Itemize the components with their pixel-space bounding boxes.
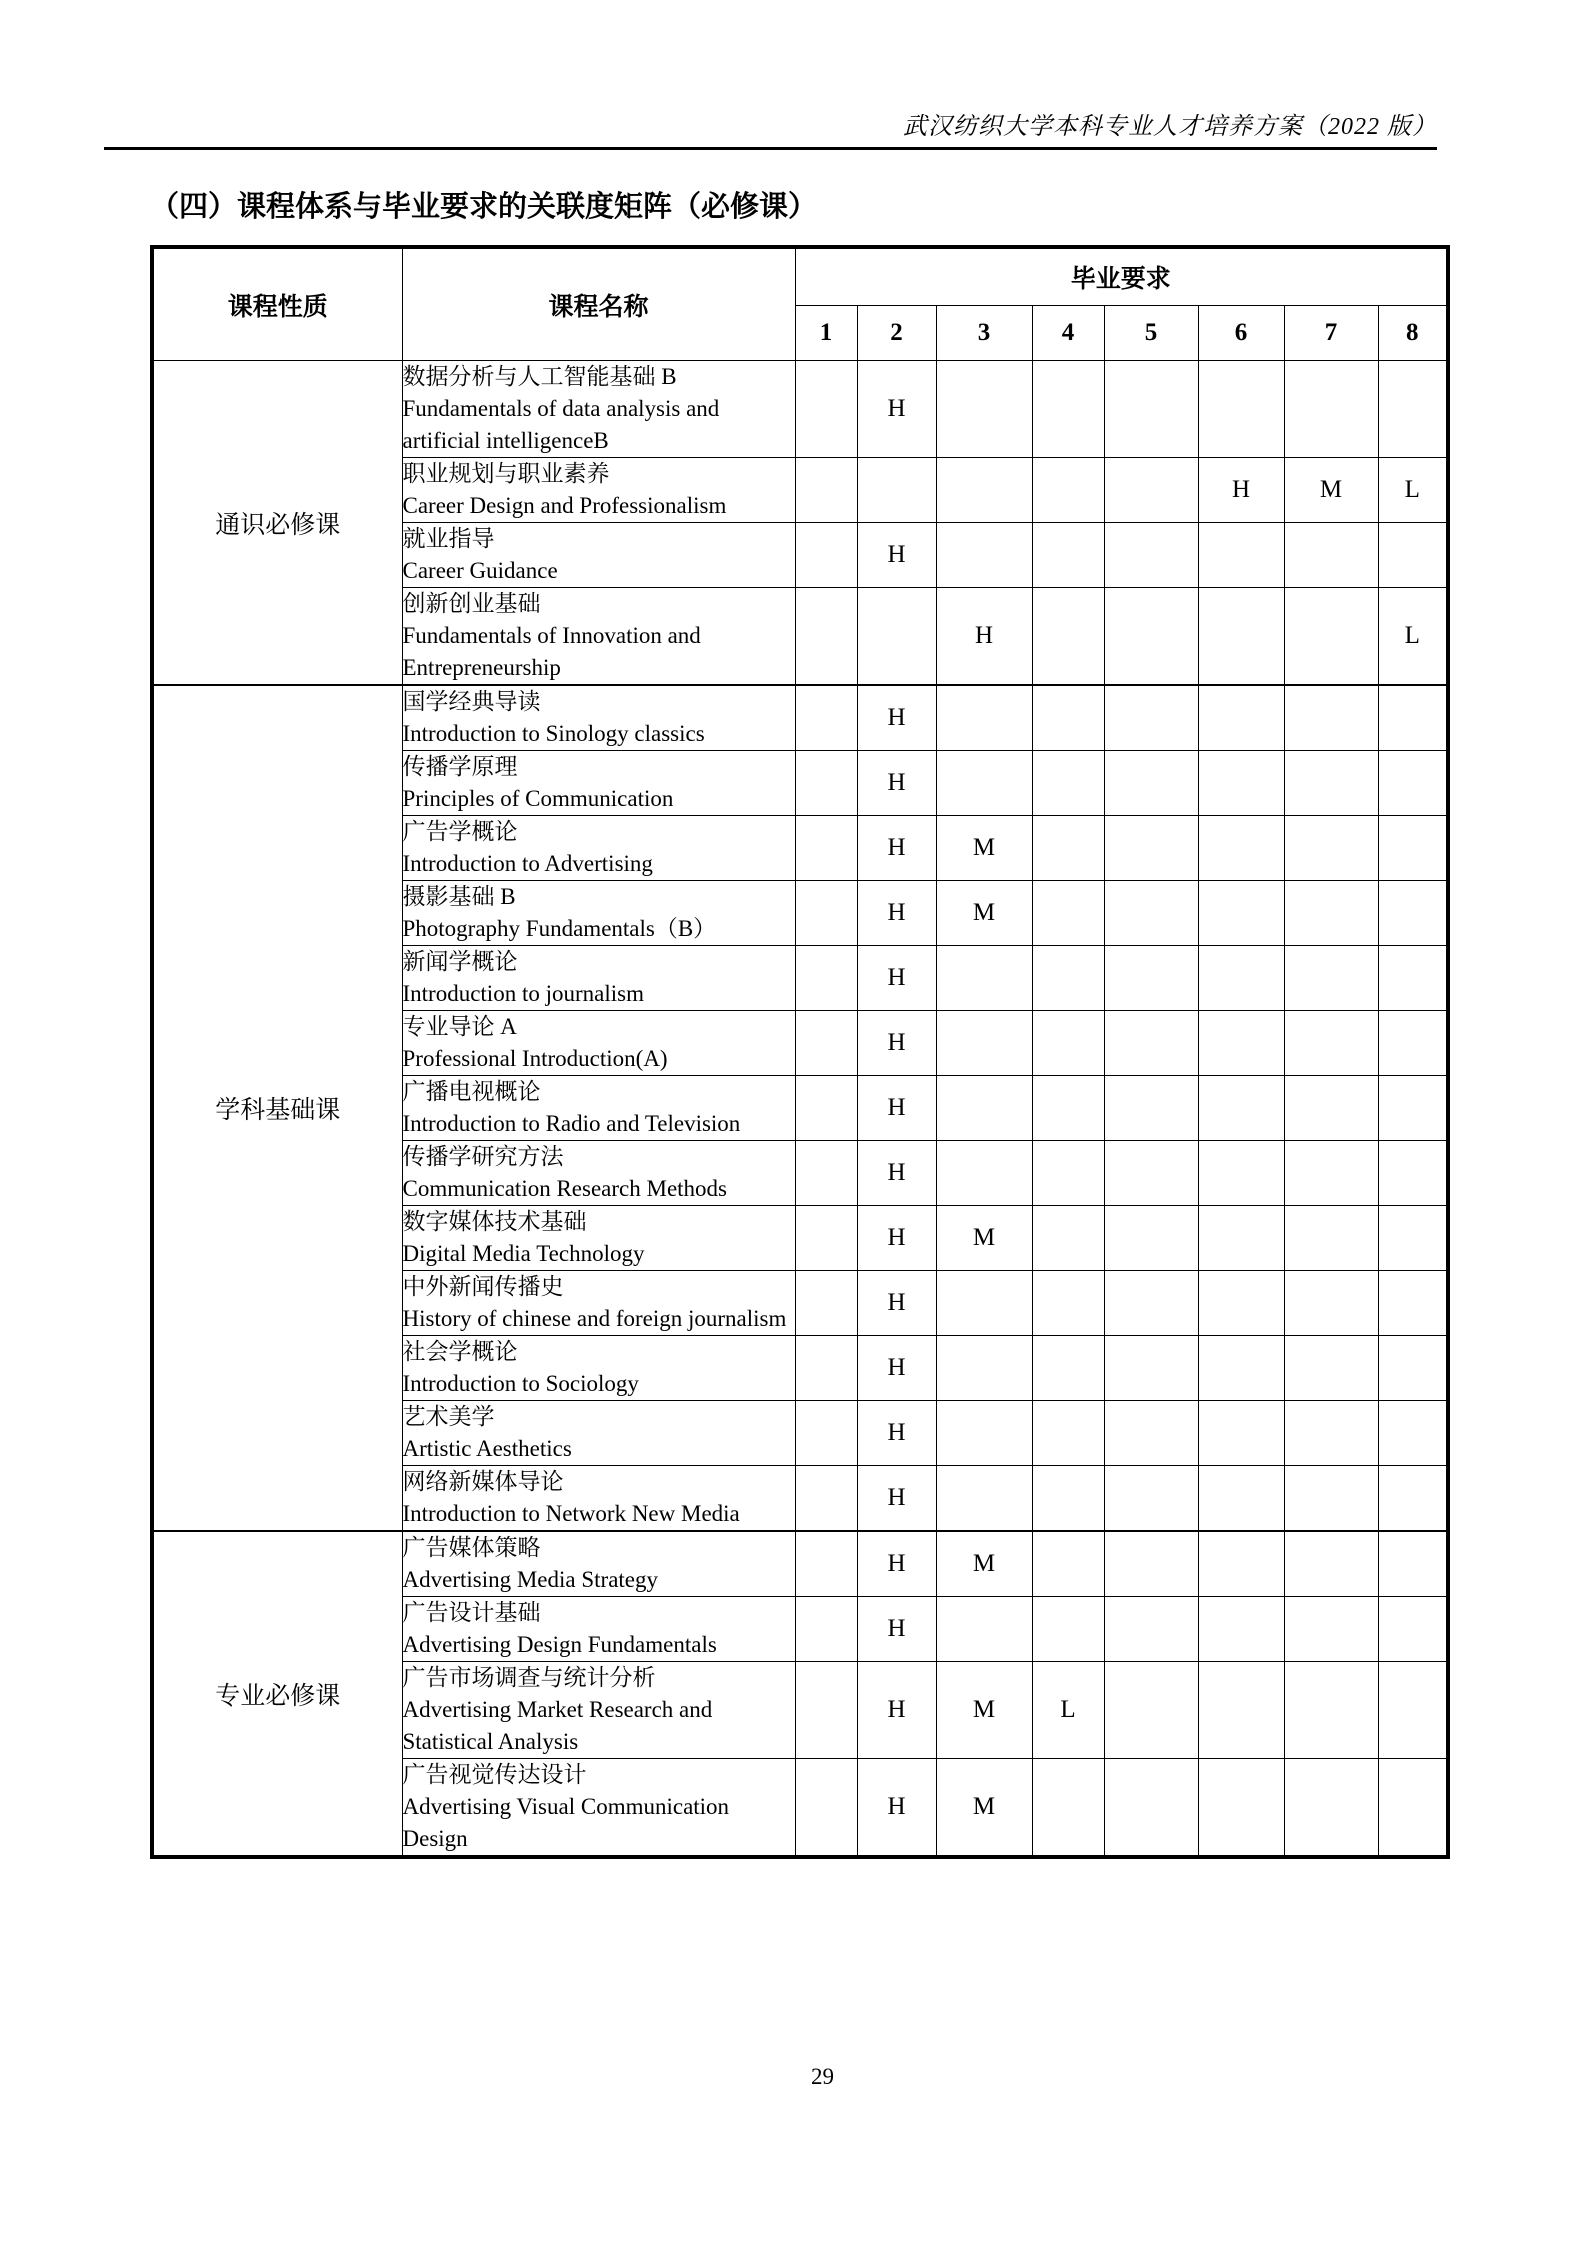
mark-cell-empty <box>1198 1597 1284 1662</box>
course-name-cell <box>402 1206 795 1271</box>
mark-cell-empty <box>1198 881 1284 946</box>
req-col-5: 5 <box>1104 306 1198 361</box>
mark-cell-empty <box>1284 751 1378 816</box>
mark-cell-empty <box>857 458 936 523</box>
course-name-en: Introduction to Network New Media <box>402 1501 740 1526</box>
mark-cell-empty <box>795 1466 857 1532</box>
mark-cell-empty <box>1032 1141 1104 1206</box>
course-name-cell <box>402 1466 795 1532</box>
mark-cell: H <box>857 1206 936 1271</box>
course-name-en: Fundamentals of Innovation and Entrepreneurship <box>402 623 701 680</box>
mark-cell-empty <box>1032 1597 1104 1662</box>
course-row <box>152 1531 1448 1597</box>
course-name-cell <box>402 1662 795 1759</box>
mark-cell-empty <box>1104 1141 1198 1206</box>
req-col-6: 6 <box>1198 306 1284 361</box>
mark-cell-empty <box>1198 523 1284 588</box>
mark-cell-empty <box>1198 1401 1284 1466</box>
mark-cell: H <box>857 1401 936 1466</box>
mark-cell-empty <box>1198 1271 1284 1336</box>
mark-cell: H <box>857 816 936 881</box>
req-col-4: 4 <box>1032 306 1104 361</box>
mark-cell-empty <box>1378 946 1448 1011</box>
course-name-en: History of chinese and foreign journalism <box>402 1306 787 1331</box>
mark-cell-empty <box>936 523 1032 588</box>
mark-cell-empty <box>936 946 1032 1011</box>
mark-cell-empty <box>1198 946 1284 1011</box>
mark-cell-empty <box>1032 881 1104 946</box>
mark-cell-empty <box>1198 588 1284 686</box>
course-name-cell <box>402 1597 795 1662</box>
mark-cell-empty <box>1032 588 1104 686</box>
course-name-cell <box>402 361 795 458</box>
mark-cell-empty <box>795 361 857 458</box>
mark-cell: H <box>857 1271 936 1336</box>
mark-cell-empty <box>936 361 1032 458</box>
mark-cell: H <box>857 1466 936 1532</box>
course-name-en: Introduction to Advertising <box>402 851 653 876</box>
mark-cell-empty <box>857 588 936 686</box>
mark-cell-empty <box>1284 361 1378 458</box>
mark-cell-empty <box>1104 1531 1198 1597</box>
mark-cell-empty <box>1284 1271 1378 1336</box>
mark-cell-empty <box>1032 1531 1104 1597</box>
mark-cell-empty <box>1284 946 1378 1011</box>
mark-cell-empty <box>1378 1662 1448 1759</box>
mark-cell: H <box>857 1336 936 1401</box>
mark-cell-empty <box>936 1271 1032 1336</box>
mark-cell: L <box>1378 588 1448 686</box>
course-name-en: Introduction to Sociology <box>402 1371 639 1396</box>
course-name-en: Photography Fundamentals（B） <box>402 916 717 941</box>
mark-cell-empty <box>1104 1759 1198 1858</box>
course-nature-cell: 通识必修课 <box>152 361 402 686</box>
mark-cell-empty <box>1284 1076 1378 1141</box>
mark-cell-empty <box>1104 1011 1198 1076</box>
mark-cell-empty <box>795 1271 857 1336</box>
mark-cell-empty <box>1032 1206 1104 1271</box>
course-name-zh: 广告视觉传达设计 <box>402 1762 587 1787</box>
mark-cell-empty <box>795 1076 857 1141</box>
course-name-cell <box>402 458 795 523</box>
mark-cell-empty <box>795 458 857 523</box>
mark-cell-empty <box>1104 523 1198 588</box>
course-name-cell <box>402 751 795 816</box>
course-name-cell <box>402 946 795 1011</box>
mark-cell: L <box>1378 458 1448 523</box>
mark-cell-empty <box>795 946 857 1011</box>
mark-cell-empty <box>1284 1336 1378 1401</box>
course-name-zh: 创新创业基础 <box>402 591 541 616</box>
col-header-graduation-requirements: 毕业要求 <box>795 247 1448 306</box>
mark-cell-empty <box>936 1336 1032 1401</box>
mark-cell-empty <box>1198 1011 1284 1076</box>
course-name-zh: 新闻学概论 <box>402 949 518 974</box>
mark-cell-empty <box>795 685 857 751</box>
course-nature-cell: 专业必修课 <box>152 1531 402 1857</box>
req-col-3: 3 <box>936 306 1032 361</box>
course-name-en: Introduction to Sinology classics <box>402 721 705 746</box>
mark-cell-empty <box>795 1011 857 1076</box>
req-col-1: 1 <box>795 306 857 361</box>
course-name-zh: 广播电视概论 <box>402 1079 541 1104</box>
mark-cell: M <box>936 1662 1032 1759</box>
course-name-en: Communication Research Methods <box>402 1176 727 1201</box>
mark-cell: H <box>857 881 936 946</box>
mark-cell-empty <box>795 751 857 816</box>
course-name-en: Introduction to Radio and Television <box>402 1111 741 1136</box>
page-number: 29 <box>811 2064 834 2089</box>
course-name-en: Introduction to journalism <box>402 981 644 1006</box>
mark-cell: M <box>936 1759 1032 1858</box>
mark-cell-empty <box>1032 946 1104 1011</box>
mark-cell: M <box>936 881 1032 946</box>
mark-cell-empty <box>1284 685 1378 751</box>
mark-cell-empty <box>1104 1076 1198 1141</box>
mark-cell-empty <box>1284 881 1378 946</box>
req-col-8: 8 <box>1378 306 1448 361</box>
course-name-cell <box>402 1271 795 1336</box>
mark-cell-empty <box>936 458 1032 523</box>
course-row <box>152 685 1448 751</box>
mark-cell-empty <box>1104 1336 1198 1401</box>
mark-cell-empty <box>1032 1401 1104 1466</box>
mark-cell-empty <box>1284 588 1378 686</box>
course-name-en: Advertising Design Fundamentals <box>402 1632 717 1657</box>
mark-cell-empty <box>1198 1206 1284 1271</box>
mark-cell-empty <box>1104 816 1198 881</box>
mark-cell-empty <box>936 1466 1032 1532</box>
mark-cell-empty <box>1378 1076 1448 1141</box>
mark-cell-empty <box>1104 1206 1198 1271</box>
mark-cell-empty <box>1284 1011 1378 1076</box>
mark-cell-empty <box>1378 1141 1448 1206</box>
course-row <box>152 361 1448 458</box>
mark-cell-empty <box>1198 1336 1284 1401</box>
matrix-table-wrap <box>150 245 1450 1859</box>
mark-cell: H <box>936 588 1032 686</box>
course-name-cell <box>402 1401 795 1466</box>
mark-cell-empty <box>1284 1759 1378 1858</box>
mark-cell: H <box>857 1759 936 1858</box>
mark-cell-empty <box>795 1401 857 1466</box>
mark-cell-empty <box>1198 1141 1284 1206</box>
course-name-cell <box>402 588 795 686</box>
course-name-zh: 职业规划与职业素养 <box>402 461 610 486</box>
mark-cell-empty <box>1378 1206 1448 1271</box>
mark-cell-empty <box>795 1206 857 1271</box>
mark-cell-empty <box>795 816 857 881</box>
mark-cell: H <box>857 685 936 751</box>
course-name-zh: 网络新媒体导论 <box>402 1469 564 1494</box>
mark-cell: M <box>936 1531 1032 1597</box>
mark-cell-empty <box>1378 1336 1448 1401</box>
mark-cell: M <box>1284 458 1378 523</box>
mark-cell-empty <box>1284 1206 1378 1271</box>
mark-cell-empty <box>1104 1271 1198 1336</box>
mark-cell-empty <box>1032 1076 1104 1141</box>
mark-cell-empty <box>795 588 857 686</box>
mark-cell: M <box>936 1206 1032 1271</box>
mark-cell-empty <box>936 1597 1032 1662</box>
mark-cell-empty <box>795 1531 857 1597</box>
course-nature-cell: 学科基础课 <box>152 685 402 1531</box>
course-name-zh: 中外新闻传播史 <box>402 1274 564 1299</box>
mark-cell-empty <box>936 1076 1032 1141</box>
mark-cell-empty <box>1198 685 1284 751</box>
course-name-en: Career Guidance <box>402 558 558 583</box>
course-name-zh: 广告市场调查与统计分析 <box>402 1665 656 1690</box>
mark-cell-empty <box>1378 1401 1448 1466</box>
col-header-course-nature: 课程性质 <box>152 247 402 361</box>
course-name-en: Artistic Aesthetics <box>402 1436 572 1461</box>
mark-cell: H <box>857 946 936 1011</box>
course-name-zh: 广告媒体策略 <box>402 1535 541 1560</box>
mark-cell-empty <box>1032 361 1104 458</box>
mark-cell-empty <box>1378 881 1448 946</box>
mark-cell: H <box>857 1011 936 1076</box>
mark-cell-empty <box>1378 361 1448 458</box>
mark-cell-empty <box>1284 1662 1378 1759</box>
course-name-en: Principles of Communication <box>402 786 674 811</box>
mark-cell-empty <box>1104 946 1198 1011</box>
course-name-en: Career Design and Professionalism <box>402 493 727 518</box>
course-name-zh: 社会学概论 <box>402 1339 518 1364</box>
mark-cell-empty <box>1284 1531 1378 1597</box>
mark-cell-empty <box>1104 1401 1198 1466</box>
mark-cell-empty <box>1198 1531 1284 1597</box>
course-name-cell <box>402 523 795 588</box>
header-rule <box>104 147 1437 150</box>
mark-cell-empty <box>1378 1466 1448 1532</box>
col-header-course-name: 课程名称 <box>402 247 795 361</box>
course-requirement-matrix <box>150 245 1450 1859</box>
mark-cell-empty <box>936 1141 1032 1206</box>
course-name-cell <box>402 1141 795 1206</box>
mark-cell-empty <box>1104 458 1198 523</box>
mark-cell-empty <box>795 1662 857 1759</box>
mark-cell-empty <box>936 1401 1032 1466</box>
course-name-en: Advertising Visual Communication Design <box>402 1794 730 1851</box>
course-name-en: Digital Media Technology <box>402 1241 645 1266</box>
mark-cell-empty <box>795 1597 857 1662</box>
mark-cell-empty <box>1032 1466 1104 1532</box>
mark-cell: M <box>936 816 1032 881</box>
mark-cell-empty <box>1378 1597 1448 1662</box>
course-name-zh: 传播学原理 <box>402 754 518 779</box>
mark-cell-empty <box>936 1011 1032 1076</box>
mark-cell-empty <box>1198 1662 1284 1759</box>
course-name-cell <box>402 816 795 881</box>
mark-cell-empty <box>1032 685 1104 751</box>
mark-cell-empty <box>1032 523 1104 588</box>
course-name-en: Advertising Media Strategy <box>402 1567 659 1592</box>
mark-cell-empty <box>1378 1271 1448 1336</box>
course-table-body <box>152 361 1448 1858</box>
header-row-top <box>152 247 1448 306</box>
course-name-zh: 广告学概论 <box>402 819 518 844</box>
mark-cell-empty <box>1032 1011 1104 1076</box>
course-name-cell <box>402 1759 795 1858</box>
mark-cell: H <box>857 523 936 588</box>
course-name-zh: 广告设计基础 <box>402 1600 541 1625</box>
mark-cell-empty <box>1378 1011 1448 1076</box>
mark-cell-empty <box>1378 816 1448 881</box>
mark-cell-empty <box>1378 685 1448 751</box>
mark-cell-empty <box>936 751 1032 816</box>
mark-cell-empty <box>1032 816 1104 881</box>
course-name-zh: 摄影基础 B <box>402 884 516 909</box>
mark-cell: H <box>857 1076 936 1141</box>
mark-cell-empty <box>795 1336 857 1401</box>
mark-cell-empty <box>1284 1401 1378 1466</box>
mark-cell: H <box>857 1141 936 1206</box>
mark-cell: H <box>857 1531 936 1597</box>
mark-cell-empty <box>1378 523 1448 588</box>
course-name-en: Advertising Market Research and Statistical Analysis <box>402 1697 713 1754</box>
mark-cell-empty <box>1032 1759 1104 1858</box>
mark-cell-empty <box>1104 1466 1198 1532</box>
mark-cell-empty <box>1198 361 1284 458</box>
course-name-zh: 就业指导 <box>402 526 495 551</box>
mark-cell-empty <box>1104 1662 1198 1759</box>
mark-cell-empty <box>1284 523 1378 588</box>
course-name-zh: 数字媒体技术基础 <box>402 1209 587 1234</box>
mark-cell-empty <box>1032 1271 1104 1336</box>
mark-cell-empty <box>1198 1759 1284 1858</box>
mark-cell-empty <box>936 685 1032 751</box>
mark-cell-empty <box>1104 881 1198 946</box>
course-name-cell <box>402 685 795 751</box>
mark-cell-empty <box>795 523 857 588</box>
mark-cell-empty <box>1104 1597 1198 1662</box>
mark-cell: L <box>1032 1662 1104 1759</box>
mark-cell-empty <box>1284 1597 1378 1662</box>
course-name-cell <box>402 881 795 946</box>
mark-cell-empty <box>1032 751 1104 816</box>
mark-cell: H <box>1198 458 1284 523</box>
course-name-cell <box>402 1531 795 1597</box>
mark-cell-empty <box>1284 1141 1378 1206</box>
mark-cell: H <box>857 751 936 816</box>
running-header: 武汉纺织大学本科专业人才培养方案（2022 版） <box>903 114 1437 140</box>
mark-cell-empty <box>1104 685 1198 751</box>
mark-cell: H <box>857 361 936 458</box>
mark-cell-empty <box>1104 361 1198 458</box>
mark-cell-empty <box>1198 816 1284 881</box>
mark-cell-empty <box>1198 1466 1284 1532</box>
course-name-cell <box>402 1011 795 1076</box>
mark-cell-empty <box>1378 751 1448 816</box>
course-name-en: Fundamentals of data analysis and artificial intelligenceB <box>402 396 720 453</box>
mark-cell-empty <box>1284 816 1378 881</box>
course-name-zh: 数据分析与人工智能基础 B <box>402 364 677 389</box>
course-name-cell <box>402 1076 795 1141</box>
course-name-zh: 专业导论 A <box>402 1014 517 1039</box>
mark-cell-empty <box>1198 1076 1284 1141</box>
mark-cell-empty <box>1104 751 1198 816</box>
mark-cell-empty <box>1032 1336 1104 1401</box>
mark-cell: H <box>857 1597 936 1662</box>
req-col-2: 2 <box>857 306 936 361</box>
mark-cell-empty <box>1284 1466 1378 1532</box>
mark-cell-empty <box>1198 751 1284 816</box>
mark-cell-empty <box>795 881 857 946</box>
mark-cell-empty <box>1032 458 1104 523</box>
course-name-en: Professional Introduction(A) <box>402 1046 668 1071</box>
mark-cell-empty <box>795 1141 857 1206</box>
mark-cell: H <box>857 1662 936 1759</box>
course-name-zh: 传播学研究方法 <box>402 1144 564 1169</box>
mark-cell-empty <box>1104 588 1198 686</box>
mark-cell-empty <box>795 1759 857 1858</box>
course-name-zh: 国学经典导读 <box>402 689 541 714</box>
course-name-cell <box>402 1336 795 1401</box>
course-name-zh: 艺术美学 <box>402 1404 495 1429</box>
mark-cell-empty <box>1378 1531 1448 1597</box>
req-col-7: 7 <box>1284 306 1378 361</box>
mark-cell-empty <box>1378 1759 1448 1858</box>
section-title: （四）课程体系与毕业要求的关联度矩阵（必修课） <box>150 191 818 223</box>
